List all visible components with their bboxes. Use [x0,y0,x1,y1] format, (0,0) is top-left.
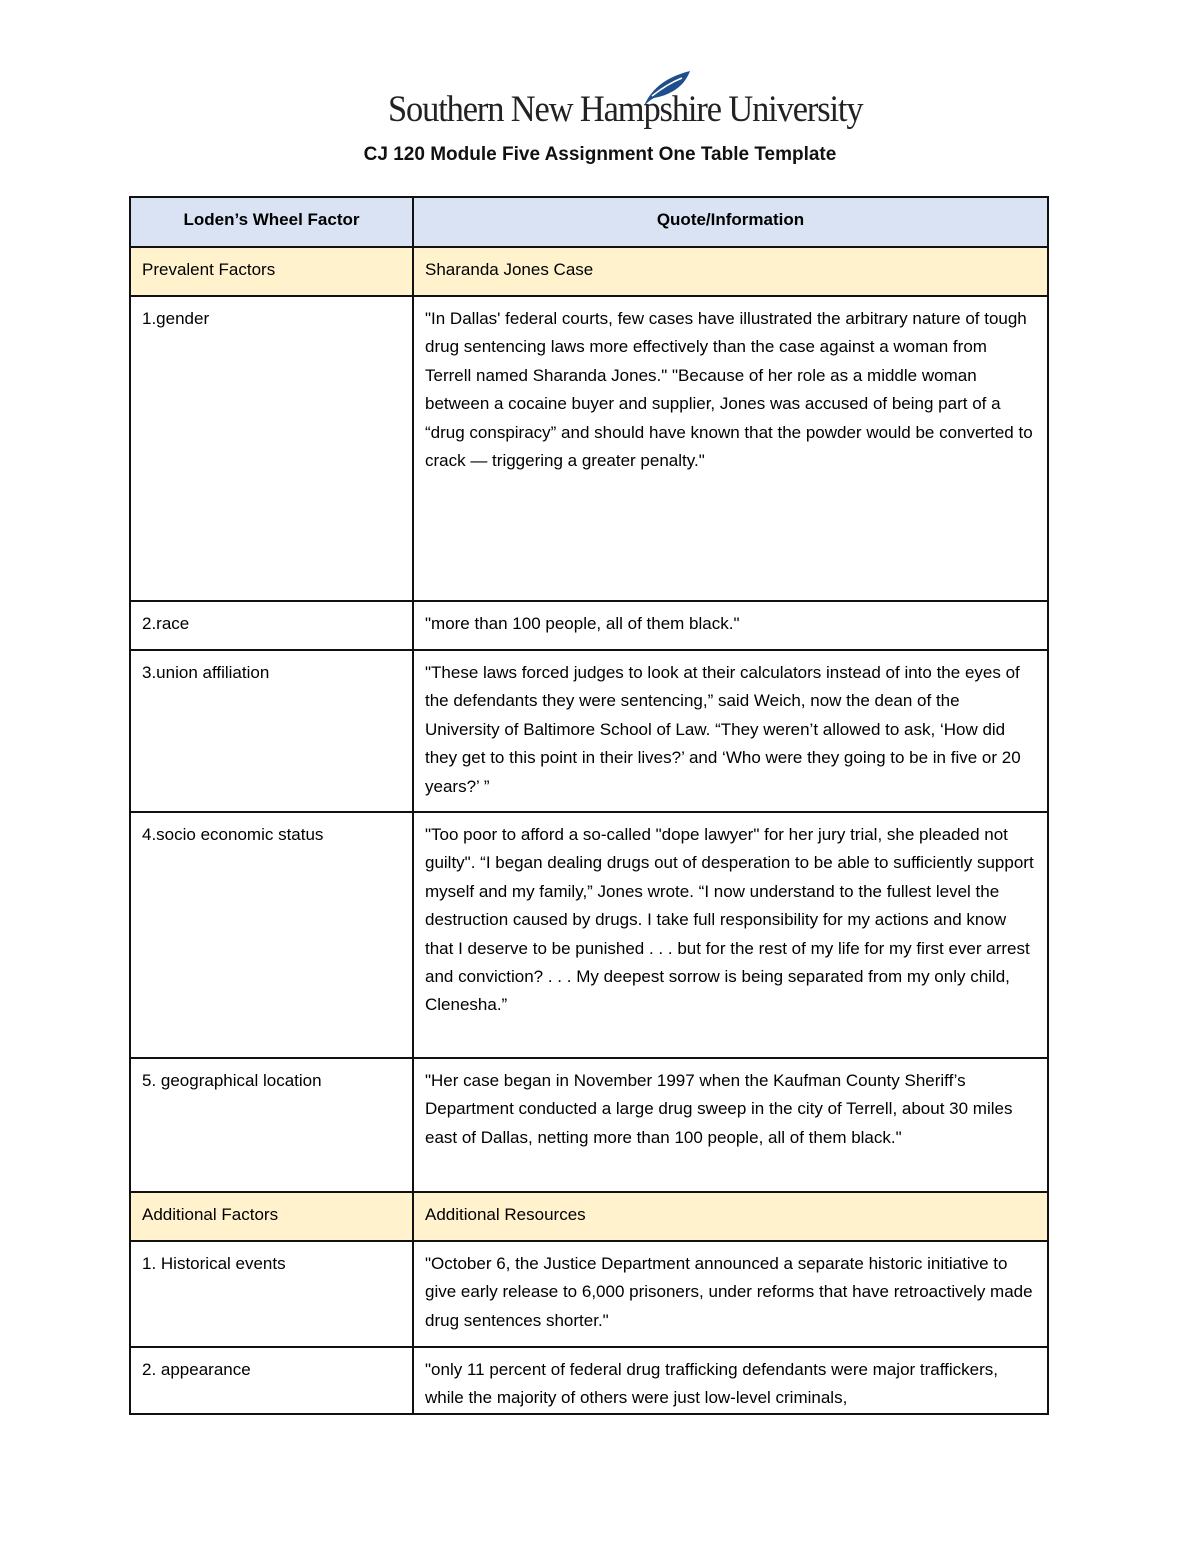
document-title: CJ 120 Module Five Assignment One Table Template [363,144,837,165]
section-row-prevalent [130,247,1048,296]
lodens-wheel-table [129,196,1049,1415]
factor-cell: 5. geographical location [130,1058,413,1192]
info-cell: Sharanda Jones Case [413,247,1048,296]
table-row [130,296,1048,601]
info-cell: "only 11 percent of federal drug trafficking defendants were major traffickers, while the majority of others were just low-level criminals, [413,1347,1048,1414]
info-cell: "Too poor to afford a so-called "dope lawyer" for her jury trial, she pleaded not guilty". “I began dealing drugs out of desperation to be able to sufficiently support myself and my family,” Jones wrote. “I now understand to the fullest level the destruction caused by drugs. I take full responsibility for my actions and know that I deserve to be punished . . . but for the rest of my life for my first ever arrest and conviction? . . . My deepest sorrow is being separated from my only child, Clenesha.” [413,812,1048,1058]
column-header-quote: Quote/Information [413,197,1048,247]
factor-cell: 2. appearance [130,1347,413,1414]
column-header-factor: Loden’s Wheel Factor [130,197,413,247]
info-cell: "Her case began in November 1997 when the Kaufman County Sheriff’s Department conducted a large drug sweep in the city of Terrell, about 30 miles east of Dallas, netting more than 100 people, all of them black." [413,1058,1048,1192]
section-row-additional [130,1192,1048,1241]
factor-cell: 1.gender [130,296,413,601]
factor-cell: Prevalent Factors [130,247,413,296]
factor-cell: 1. Historical events [130,1241,413,1347]
info-cell: "In Dallas' federal courts, few cases have illustrated the arbitrary nature of tough drug sentencing laws more effectively than the case against a woman from Terrell named Sharanda Jones." "Because of her role as a middle woman between a cocaine buyer and supplier, Jones was accused of being part of a “drug conspiracy” and should have known that the powder would be converted to crack — triggering a greater penalty." [413,296,1048,601]
table-row [130,601,1048,650]
table-row [130,812,1048,1058]
university-logo [384,70,863,136]
factor-cell: Additional Factors [130,1192,413,1241]
table-header-row [130,197,1048,247]
info-cell: "more than 100 people, all of them black." [413,601,1048,650]
table-row [130,650,1048,812]
logo-wordmark: Southern New Hampshire University [388,89,863,130]
factor-cell: 4.socio economic status [130,812,413,1058]
table-row [130,1058,1048,1192]
table-row [130,1347,1048,1414]
factor-cell: 3.union affiliation [130,650,413,812]
info-cell: "These laws forced judges to look at their calculators instead of into the eyes of the defendants they were sentencing,” said Weich, now the dean of the University of Baltimore School of Law. “They weren’t allowed to ask, ‘How did they get to this point in their lives?’ and ‘Who were they going to be in five or 20 years?’ ” [413,650,1048,812]
info-cell: "October 6, the Justice Department announced a separate historic initiative to give early release to 6,000 prisoners, under reforms that have retroactively made drug sentences shorter." [413,1241,1048,1347]
factor-cell: 2.race [130,601,413,650]
table-row [130,1241,1048,1347]
info-cell: Additional Resources [413,1192,1048,1241]
